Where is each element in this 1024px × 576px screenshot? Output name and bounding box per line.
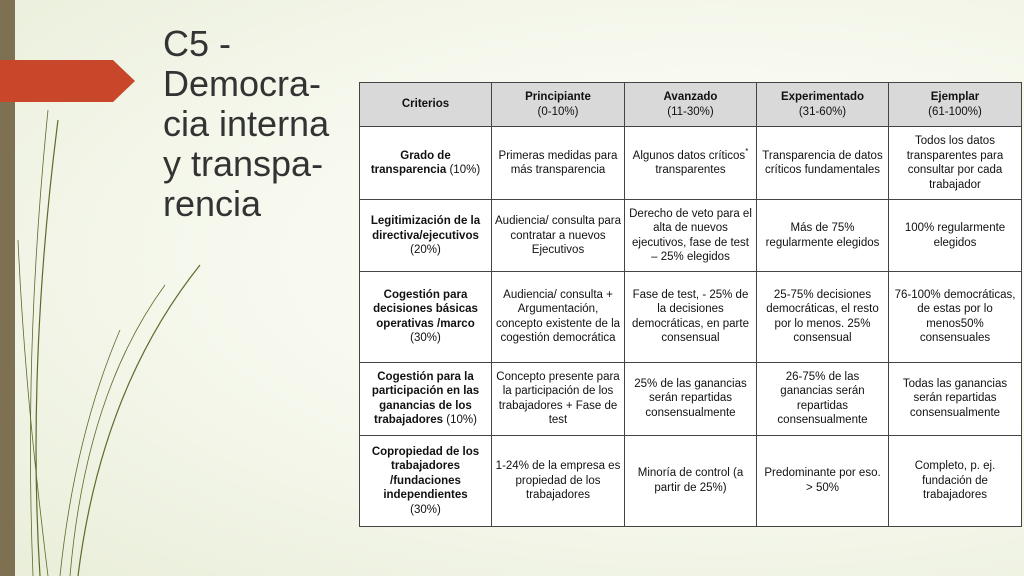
cell-ejemplar: Todos los datos transparentes para consultar por cada trabajador — [889, 127, 1022, 200]
cell-principiante: Audiencia/ consulta + Argumentación, concepto existente de la cogestión democrática — [492, 272, 625, 362]
cell-principiante: 1-24% de la empresa es propiedad de los trabajadores — [492, 435, 625, 526]
cell-ejemplar: Todas las ganancias serán repartidas consensualmente — [889, 362, 1022, 435]
row-criterion: Grado de transparencia (10%) — [360, 127, 492, 200]
cell-principiante: Audiencia/ consulta para contratar a nuevos Ejecutivos — [492, 200, 625, 272]
cell-ejemplar: Completo, p. ej. fundación de trabajadores — [889, 435, 1022, 526]
cell-avanzado: Derecho de veto para el alta de nuevos ejecutivos, fase de test – 25% elegidos — [625, 200, 757, 272]
table-row — [360, 362, 1022, 435]
header-avanzado: Avanzado (11-30%) — [625, 83, 757, 127]
row-criterion: Copropiedad de los trabajadores /fundaciones independientes (30%) — [360, 435, 492, 526]
cell-principiante: Primeras medidas para más transparencia — [492, 127, 625, 200]
cell-experimentado: Transparencia de datos críticos fundamentales — [757, 127, 889, 200]
cell-ejemplar: 100% regularmente elegidos — [889, 200, 1022, 272]
table-row — [360, 435, 1022, 526]
cell-ejemplar: 76-100% democráticas, de estas por lo menos50% consensuales — [889, 272, 1022, 362]
cell-avanzado: Fase de test, - 25% de la decisiones democráticas, en parte consensual — [625, 272, 757, 362]
cell-experimentado: Predominante por eso. > 50% — [757, 435, 889, 526]
header-ejemplar: Ejemplar (61-100%) — [889, 83, 1022, 127]
table-row — [360, 200, 1022, 272]
arrow-shape — [0, 60, 135, 102]
row-criterion: Cogestión para la participación en las ganancias de los trabajadores (10%) — [360, 362, 492, 435]
row-criterion: Cogestión para decisiones básicas operativas /marco (30%) — [360, 272, 492, 362]
cell-experimentado: Más de 75% regularmente elegidos — [757, 200, 889, 272]
slide-title: C5 - Democra- cia interna y transpa- rencia — [163, 23, 330, 224]
table-header-row — [360, 83, 1022, 127]
cell-avanzado: 25% de las ganancias serán repartidas consensualmente — [625, 362, 757, 435]
table-row — [360, 272, 1022, 362]
header-criterios: Criterios — [360, 83, 492, 127]
cell-experimentado: 25-75% decisiones democráticas, el resto por lo menos. 25% consensual — [757, 272, 889, 362]
table-row — [360, 127, 1022, 200]
cell-avanzado: Algunos datos críticos* transparentes — [625, 127, 757, 200]
row-criterion: Legitimización de la directiva/ejecutivos (20%) — [360, 200, 492, 272]
cell-principiante: Concepto presente para la participación de los trabajadores + Fase de test — [492, 362, 625, 435]
header-experimentado: Experimentado (31-60%) — [757, 83, 889, 127]
header-principiante: Principiante (0-10%) — [492, 83, 625, 127]
cell-experimentado: 26-75% de las ganancias serán repartidas consensualmente — [757, 362, 889, 435]
cell-avanzado: Minoría de control (a partir de 25%) — [625, 435, 757, 526]
criteria-table — [359, 82, 1022, 527]
